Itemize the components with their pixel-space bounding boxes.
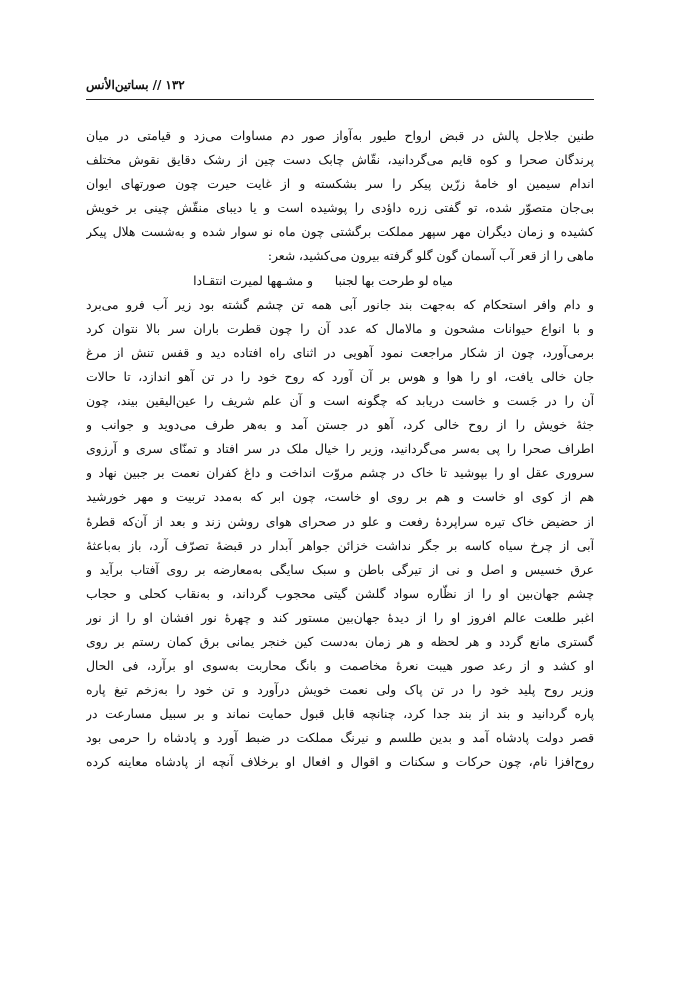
page-number: ۱۳۲ bbox=[165, 78, 185, 92]
text-line: برمی‌آورد، چون از شکار مراجعت نمود آهویی در اثنای راه افتاده دید و قفس تنش از مرغ bbox=[86, 345, 594, 360]
verse-hemistich-1: میاه لو طرحت بها لجنبا bbox=[334, 273, 453, 288]
text-line: جان خالی یافت، او را هوا و هوس بر آن آورد که روح خود را در تن آهو اندازد، تا حالات bbox=[86, 369, 594, 384]
text-line: آبی از چرخ سیاه کاسه بر جگر نداشت خزائن جواهر آبدار در قبضهٔ تصرّف آرد، باز به‌باعثهٔ bbox=[86, 538, 594, 553]
text-line: چشم جهان‌بین او را از نظّاره سواد گلشن گیتی محجوب گرداند، و به‌نقاب کحلی و حجاب bbox=[86, 586, 594, 601]
text-line: کشیده و زمان دیگران مهر سپهر مملکت برگشتی چون ماه نو سوار شده و به‌شست هلال پیکر bbox=[86, 225, 594, 240]
text-line: اندام سیمین او خامهٔ زرّین پیکر را سر بشکسته و از غایت حیرت چون صورتهای ایوان bbox=[86, 177, 594, 192]
text-line: عرق خسیس و اصل و نی از تیرگی باطن و سبک سایگی به‌معارضه بر روی آفتاب برآید و bbox=[86, 562, 594, 577]
text-line: روح‌افزا نام، چون حرکات و سکنات و اقوال و افعال او برخلاف آنچه از پادشاه معاینه کرده bbox=[86, 755, 594, 770]
text-line: پرندگان صحرا و کوه قایم می‌گردانید، نقّاش چابک دست چین از رشک دقایق نقوش مختلف bbox=[86, 153, 594, 168]
header-separator: // bbox=[152, 78, 162, 92]
text-line: و با انواع حیوانات مشحون و مالامال که عدد آن را چون قطرت باران سر بالا نتوان کرد bbox=[86, 321, 594, 336]
paragraph-1 bbox=[86, 124, 594, 269]
text-line: وزیر روح پلید خود را در تن پاک ولی نعمت خویش درآورد و تن خود را به‌زخم تیغ پاره bbox=[86, 683, 594, 698]
text-line: پاره گردانید و بند از بند جدا کرد، چنانچه قابل قبول حمایت نماند و بر سبیل مسارعت در bbox=[86, 707, 594, 722]
header-rule bbox=[86, 99, 594, 100]
text-line: ماهی را از قعر آب آسمان گون گلو گرفته بیرون می‌کشید، شعر: bbox=[267, 249, 594, 264]
body-text bbox=[86, 124, 594, 775]
paragraph-2 bbox=[86, 293, 594, 775]
text-line: قصر دولت پادشاه آمد و بدین طلسم و نیرنگ مملکت در ضبط آورد و پادشاه را حرمی بود bbox=[86, 731, 594, 746]
running-header bbox=[86, 78, 594, 92]
text-line: سروری عقل او را بپوشید تا خاک در چشم مروّت انداخت و داغ کفران نعمت بر جبین نهاد و bbox=[86, 466, 594, 481]
poem-verse bbox=[86, 269, 594, 293]
text-line: از حضیض خاک تیره سراپردهٔ رفعت و علو در صحرای هوای روشن زند و بعد از آن‌که قطرهٔ bbox=[86, 514, 594, 529]
text-line: هم از کوی او خاست و هم بر روی او خاست، چون ابر که به‌مدد تربیت و مهر خورشید bbox=[86, 490, 594, 505]
text-line: اغبر طلعت عالم افروز او را از دیدهٔ جهان‌بین مستور کند و چهرهٔ نور افشان او را از نور bbox=[86, 610, 594, 625]
verse-hemistich-2: و مشـهها لمیرت انتقـادا bbox=[193, 273, 313, 288]
text-line: او کشد و از رعد صور هیبت نعرهٔ مخاصمت و بانگ محاربت به‌سوی او برآرد، فی الحال bbox=[86, 659, 594, 674]
text-line: طنین جلاجل پالش در قبض ارواح طیور به‌آواز صور دم مساوات می‌زد و قیامتی در میان bbox=[86, 129, 594, 143]
text-line: بی‌جان متصوّر شده، تو گفتی زره داؤدی را پوشیده است و یا دیبای منقّش چینی بر خویش bbox=[86, 201, 594, 216]
text-line: آن را در جَست و خاست دریابد که چگونه است و آن علم شریف را عین‌الیقین بیند، چون bbox=[86, 394, 594, 409]
text-line: جثهٔ خویش را از روح خالی کرد، آهو در جستن آمد و به‌هر طرف می‌دوید و جوانب و bbox=[86, 418, 594, 433]
book-title: بساتین‌الأنس bbox=[86, 78, 149, 92]
text-line: گستری مانع گردد و هر لحظه و هر زمان به‌دست کین خنجر یمانی برق کمان رستم بر روی bbox=[86, 634, 594, 649]
text-line: و دام وافر استحکام که به‌جهت بند جانور آبی همه تن چشم گشته بود زیر آب فرو می‌برد bbox=[86, 297, 594, 312]
text-line: اطراف صحرا را پی به‌سر می‌گردانید، وزیر را خیال ملک در سر افتاد و تمنّای سری و آرزوی bbox=[86, 442, 594, 457]
